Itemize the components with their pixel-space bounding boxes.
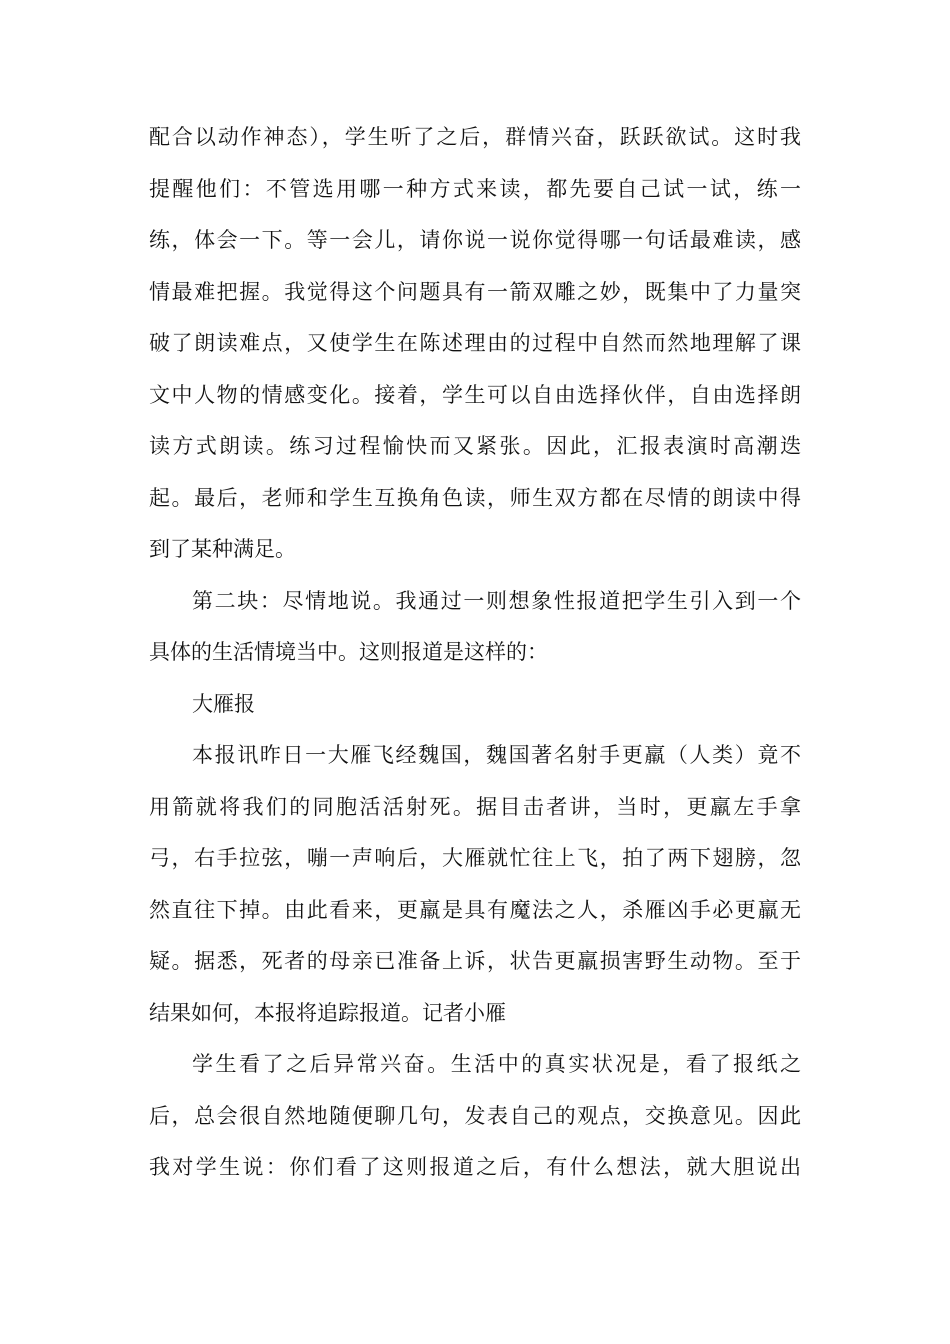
text-line: 文中人物的情感变化。接着，学生可以自由选择伙伴，自由选择朗 <box>149 382 801 407</box>
text-line: 用箭就将我们的同胞活活射死。据目击者讲，当时，更羸左手拿 <box>149 794 801 819</box>
text-line: 后，总会很自然地随便聊几句，发表自己的观点，交换意见。因此 <box>149 1103 801 1128</box>
paragraph-first-line: 第二块：尽情地说。我通过一则想象性报道把学生引入到一个 <box>192 588 801 613</box>
text-line: 提醒他们：不管选用哪一种方式来读，都先要自己试一试，练一 <box>149 176 801 201</box>
text-line: 练，体会一下。等一会儿，请你说一说你觉得哪一句话最难读，感 <box>149 228 801 252</box>
text-line: 具体的生活情境当中。这则报道是这样的： <box>149 640 548 664</box>
text-line: 到了某种满足。 <box>149 537 296 561</box>
paragraph-first-line: 本报讯昨日一大雁飞经魏国，魏国著名射手更羸（人类）竟不 <box>192 743 801 767</box>
text-line: 配合以动作神态），学生听了之后，群情兴奋，跃跃欲试。这时我 <box>149 125 801 149</box>
newspaper-heading: 大雁报 <box>192 691 255 716</box>
text-line: 我对学生说：你们看了这则报道之后，有什么想法，就大胆说出 <box>149 1155 801 1179</box>
document-body <box>149 112 801 1194</box>
text-line: 读方式朗读。练习过程愉快而又紧张。因此，汇报表演时高潮迭 <box>149 434 801 458</box>
text-line: 然直往下掉。由此看来，更羸是具有魔法之人，杀雁凶手必更羸无 <box>149 897 801 922</box>
text-line: 疑。据悉，死者的母亲已准备上诉，状告更羸损害野生动物。至于 <box>149 949 801 973</box>
text-line: 破了朗读难点，又使学生在陈述理由的过程中自然而然地理解了课 <box>149 331 801 355</box>
text-line: 起。最后，老师和学生互换角色读，师生双方都在尽情的朗读中得 <box>149 485 801 510</box>
text-line: 情最难把握。我觉得这个问题具有一箭双雕之妙，既集中了力量突 <box>149 279 801 304</box>
paragraph-first-line: 学生看了之后异常兴奋。生活中的真实状况是，看了报纸之 <box>192 1052 801 1076</box>
text-line: 弓，右手拉弦，嘣一声响后，大雁就忙往上飞，拍了两下翅膀，忽 <box>149 846 801 870</box>
text-line: 结果如何，本报将追踪报道。记者小雁 <box>149 1000 506 1025</box>
